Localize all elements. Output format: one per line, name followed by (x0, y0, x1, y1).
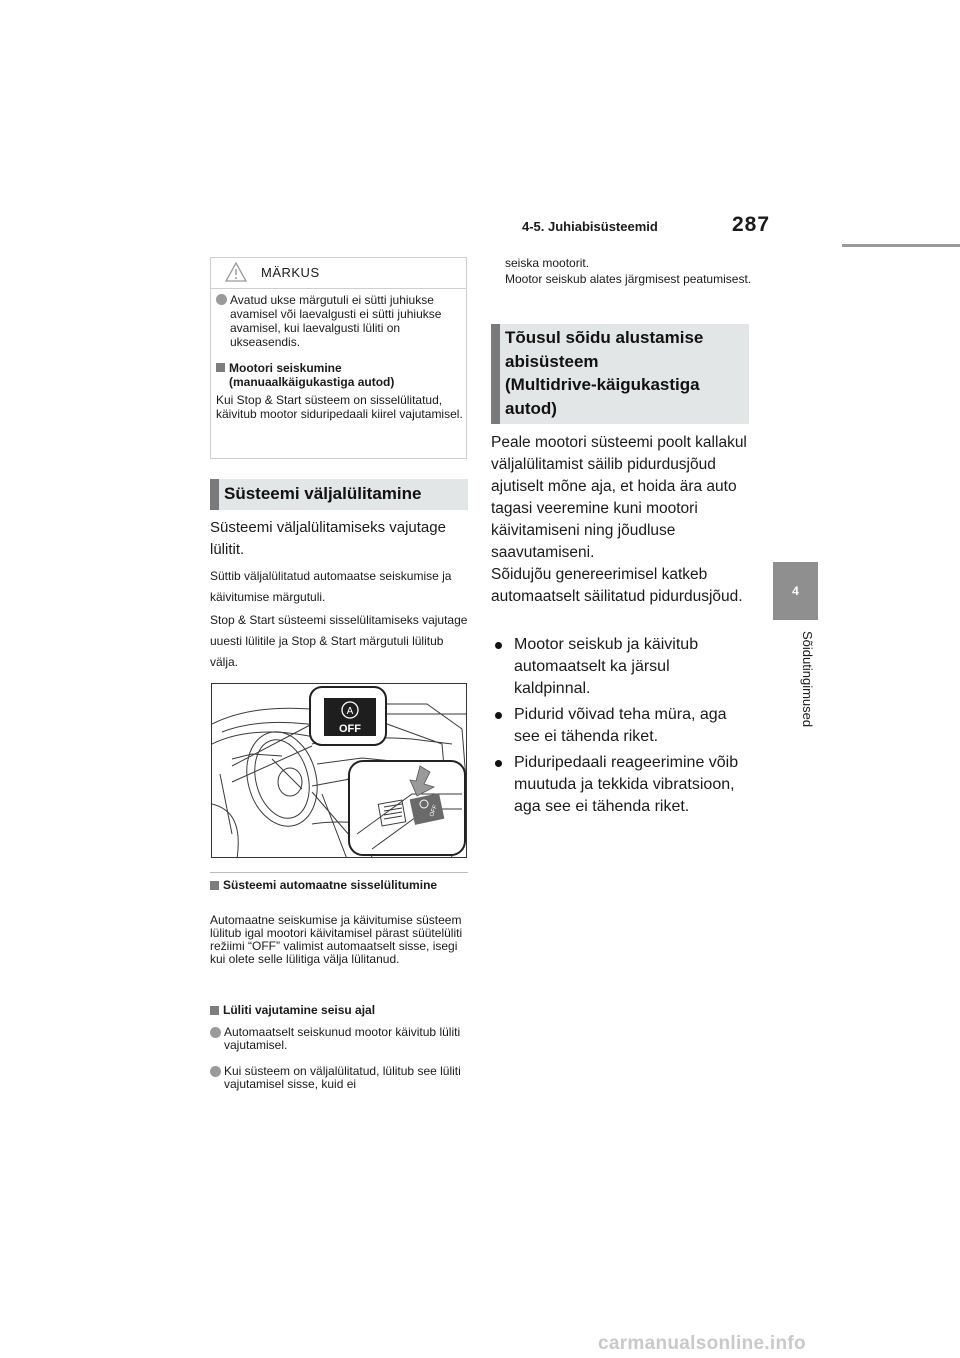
note-text-1: Süttib väljalülitatud automaatse seiskumise ja käivitumise märgutuli. (210, 569, 452, 604)
bullet-dot-icon (495, 642, 502, 649)
bullet-square-icon (210, 1006, 219, 1015)
bullet-circle-icon (210, 1027, 221, 1038)
subheading-auto-on (210, 879, 468, 892)
bullet-circle-icon (210, 1066, 221, 1077)
section-header-line: (Multidrive-käigukastiga (505, 375, 700, 394)
chapter-label: Sõidutingimused (800, 631, 815, 728)
subheading-auto-on-text: Süsteemi automaatne sisselülitumine (223, 878, 438, 892)
intro-text: Süsteemi väljalülitamiseks vajutage lülitit. (210, 519, 446, 558)
switch-location-illustration (211, 683, 467, 858)
section-header-text: Süsteemi väljalülitamine (224, 484, 422, 503)
section-header-line: Tõusul sõidu alustamise (505, 328, 704, 347)
continued-text: seiska mootorit. (505, 256, 590, 270)
chapter-number: 4 (792, 584, 799, 598)
notice-subheading-text: Mootori seiskumine (manuaalkäigukastiga autod) (229, 361, 395, 389)
section-header-line: abisüsteem (505, 351, 599, 371)
subheading-press-stopped (210, 1004, 468, 1017)
notice-item-text: Avatud ukse märgutuli ei sütti juhiukse avamisel või laevalgusti ei sütti juhiukse avamisel, kui laevalgusti lüliti on ukseasendis. (230, 293, 442, 349)
section-header-text (505, 326, 703, 420)
bullet-circle-icon (216, 294, 227, 305)
list-item-text: Piduripedaali reageerimine võib muutuda ja tekkida vibratsioon, aga see ei tähenda riket. (514, 754, 739, 815)
paragraph-auto-on: Automaatne seiskumise ja käivitumise süsteem lülitub igal mootori käivitamisel pärast süütelüliti režiimi “OFF” valimist automaatselt sisse, isegi kui olete selle lülitiga välja lülitanud. (210, 913, 463, 966)
watermark: carmanualsonline.info (598, 1333, 806, 1354)
list-item (491, 634, 749, 700)
section-header-bar (210, 479, 219, 510)
dashboard-illustration (212, 684, 467, 858)
header-rule (842, 244, 960, 247)
list-item-text: Pidurid võivad teha müra, aga see ei tähenda riket. (514, 706, 727, 745)
hill-start-paragraph: Peale mootori süsteemi poolt kallakul väljalülitamist säilib pidurdusjõud ajutiselt mõne aja, et hoida ära auto tagasi veeremine kuni mootori käivitamiseni ning jõudluse saavutamiseni. (491, 434, 747, 561)
section-header-hill-start (491, 324, 749, 424)
list-item-text: Automaatselt seiskunud mootor käivitub lüliti vajutamisel. (224, 1025, 461, 1052)
notice-body (216, 293, 464, 421)
notice-title: MÄRKUS (261, 265, 320, 280)
note-text-2: Stop & Start süsteemi sisselülitamiseks vajutage uuesti lülitile ja Stop & Start märgutuli lülitub välja. (210, 613, 468, 669)
list-item-text: Mootor seiskub ja käivitub automaatselt ka järsul kaldpinnal. (514, 636, 699, 697)
continued-text-2: Mootor seiskub alates järgmisest peatumisest. (505, 272, 752, 286)
section-header-bar (491, 324, 500, 424)
bullet-square-icon (216, 363, 225, 372)
list-item (210, 1065, 468, 1091)
section-divider (210, 872, 468, 873)
warning-triangle-icon (225, 262, 247, 282)
page-number: 287 (732, 213, 771, 236)
notice-box (210, 257, 467, 459)
switch-off-label: OFF (429, 804, 439, 818)
bullet-dot-icon (495, 760, 502, 767)
list-item-text: Kui süsteem on väljalülitatud, lülitub see lüliti vajutamisel sisse, kuid ei (224, 1064, 461, 1091)
header-section-title: 4-5. Juhiabisüsteemid (522, 219, 658, 234)
list-item (210, 1026, 468, 1052)
subheading-press-stopped-text: Lüliti vajutamine seisu ajal (223, 1003, 376, 1017)
notice-subheading (216, 361, 464, 389)
list-item (491, 704, 749, 748)
list-item (491, 752, 749, 818)
bullet-square-icon (210, 881, 219, 890)
notice-item (216, 293, 464, 349)
bullet-dot-icon (495, 712, 502, 719)
notice-text: Kui Stop & Start süsteem on sisselülitatud, käivitub mootor siduripedaali kiirel vajutamisel. (216, 393, 463, 421)
indicator-letter: A (346, 706, 354, 717)
section-header-line: autod) (505, 398, 557, 418)
chapter-tab (773, 562, 818, 620)
indicator-off-label: OFF (339, 723, 361, 735)
hill-start-paragraph-2: Sõidujõu genereerimisel katkeb automaatselt säilitatud pidurdusjõud. (491, 566, 743, 605)
notice-header (211, 258, 466, 289)
section-header-disable (210, 479, 468, 510)
